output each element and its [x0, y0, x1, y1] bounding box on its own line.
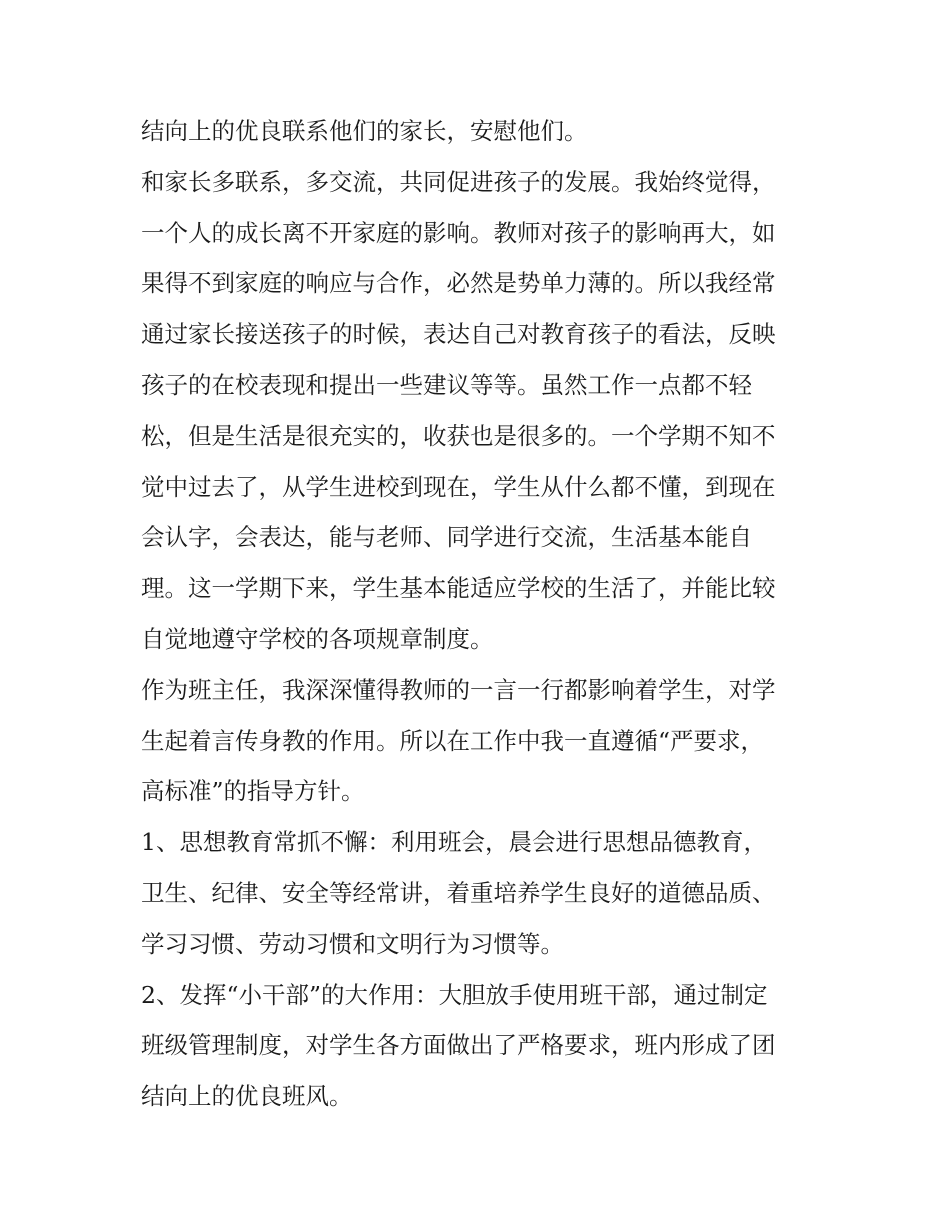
text-line: 2、发挥“小干部”的大作用：大胆放手使用班干部，通过制定 [141, 980, 768, 1009]
text-line: 孩子的在校表现和提出一些建议等等。虽然工作一点都不轻 [141, 370, 752, 399]
text-line: 学习习惯、劳动习惯和文明行为习惯等。 [141, 929, 564, 958]
text-line: 松，但是生活是很充实的，收获也是很多的。一个学期不知不 [141, 421, 776, 450]
text-line: 自觉地遵守学校的各项规章制度。 [141, 624, 494, 653]
text-line: 会认字，会表达，能与老师、同学进行交流，生活基本能自 [141, 523, 752, 552]
text-line: 卫生、纪律、安全等经常讲，着重培养学生良好的道德品质、 [141, 878, 776, 907]
text-line: 班级管理制度，对学生各方面做出了严格要求，班内形成了团 [141, 1031, 776, 1060]
text-line: 理。这一学期下来，学生基本能适应学校的生活了，并能比较 [141, 574, 776, 603]
text-line: 结向上的优良联系他们的家长，安慰他们。 [141, 117, 588, 145]
document-body [141, 106, 821, 1122]
text-line: 高标准”的指导方针。 [141, 777, 365, 806]
text-line: 通过家长接送孩子的时候，表达自己对教育孩子的看法，反映 [141, 320, 776, 349]
text-line: 果得不到家庭的响应与合作，必然是势单力薄的。所以我经常 [141, 269, 776, 298]
text-line: 一个人的成长离不开家庭的影响。教师对孩子的影响再大，如 [141, 218, 776, 247]
text-line: 作为班主任，我深深懂得教师的一言一行都影响着学生，对学 [141, 675, 776, 704]
text-line: 1、思想教育常抓不懈：利用班会，晨会进行思想品德教育， [141, 828, 767, 857]
text-line: 生起着言传身教的作用。所以在工作中我一直遵循“严要求， [141, 726, 765, 755]
text-line: 结向上的优良班风。 [141, 1082, 353, 1111]
text-line: 和家长多联系，多交流，共同促进孩子的发展。我始终觉得， [141, 167, 776, 196]
text-line: 觉中过去了，从学生进校到现在，学生从什么都不懂，到现在 [141, 472, 776, 501]
